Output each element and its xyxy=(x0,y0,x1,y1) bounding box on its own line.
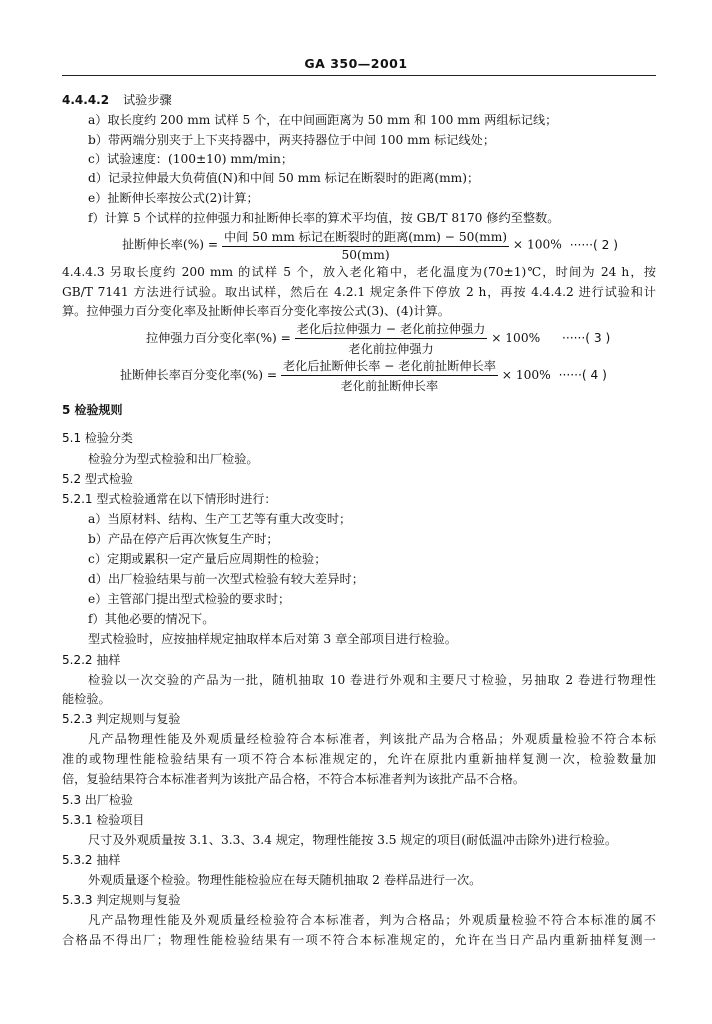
section-5-2-3-heading: 5.2.3 判定规则与复验 xyxy=(62,712,181,726)
paragraph-line: 合格品不得出厂；物理性能检验结果有一项不符合本标准规定的，允许在当日产品内重新抽样复测一 xyxy=(62,933,656,947)
section-5-2-2-heading: 5.2.2 抽样 xyxy=(62,653,121,667)
paragraph-line: GB/T 7141 方法进行试验。取出试样，然后在 4.2.1 规定条件下停放 2 h，再按 4.4.4.2 进行试验和计 xyxy=(62,285,656,299)
formula-denominator: 老化前拉伸强力 xyxy=(348,342,434,356)
formula-label: ······( 2 ) xyxy=(569,237,618,252)
section-5-heading: 5 检验规则 xyxy=(62,403,123,417)
section-5-3-1-heading: 5.3.1 检验项目 xyxy=(62,813,145,827)
list-item: e）扯断伸长率按公式(2)计算； xyxy=(88,191,259,205)
formula-factor: × 100% xyxy=(501,368,551,382)
paragraph-line: 检验分为型式检验和出厂检验。 xyxy=(88,452,259,466)
paragraph-line: 凡产品物理性能及外观质量经检验符合本标准者，判为合格品；外观质量检验不符合本标准的属不 xyxy=(88,913,656,927)
formula-fraction xyxy=(281,357,498,394)
formula-3 xyxy=(146,320,610,357)
section-4-4-4-2-heading xyxy=(62,92,172,108)
section-5-2-1-heading: 5.2.1 型式检验通常在以下情形时进行： xyxy=(62,492,277,506)
paragraph-line: 检验以一次交验的产品为一批，随机抽取 10 卷进行外观和主要尺寸检验，另抽取 2 卷进行物理性 xyxy=(88,673,656,687)
formula-denominator: 50(mm) xyxy=(341,248,390,262)
section-5-2-heading: 5.2 型式检验 xyxy=(62,472,133,486)
paragraph-line: 倍，复验结果符合本标准者判为该批产品合格，不符合本标准者判为该批产品不合格。 xyxy=(62,772,526,786)
section-5-3-2-heading: 5.3.2 抽样 xyxy=(62,853,121,867)
paragraph-line: 凡产品物理性能及外观质量经检验符合本标准者，判该批产品为合格品；外观质量检验不符合本标 xyxy=(88,732,656,746)
list-item: f）计算 5 个试样的拉伸强力和扯断伸长率的算术平均值，按 GB/T 8170 修约至整数。 xyxy=(88,211,560,225)
formula-factor: × 100% xyxy=(491,331,541,345)
section-5-3-3-heading: 5.3.3 判定规则与复验 xyxy=(62,893,181,907)
list-item: a）当原材料、结构、生产工艺等有重大改变时； xyxy=(88,512,352,526)
formula-denominator: 老化前扯断伸长率 xyxy=(340,379,439,393)
formula-fraction xyxy=(295,320,488,357)
list-item: a）取长度约 200 mm 试样 5 个，在中间画距离为 50 mm 和 100 mm 两组标记线； xyxy=(88,113,558,127)
list-item: e）主管部门提出型式检验的要求时； xyxy=(88,592,291,606)
paragraph-line: 算。拉伸强力百分变化率及扯断伸长率百分变化率按公式(3)、(4)计算。 xyxy=(62,304,450,318)
page-header: GA 350—2001 xyxy=(304,56,408,71)
paragraph-line: 尺寸及外观质量按 3.1、3.3、3.4 规定，物理性能按 3.5 规定的项目(耐低温冲击除外)进行检验。 xyxy=(88,833,618,847)
list-item: c）试验速度：(100±10) mm/min； xyxy=(88,152,294,166)
list-item: b）产品在停产后再次恢复生产时； xyxy=(88,532,279,546)
formula-lhs: 扯断伸长率百分变化率(%) = xyxy=(120,368,278,382)
formula-numerator: 老化后扯断伸长率 − 老化前扯断伸长率 xyxy=(281,357,498,376)
formula-numerator: 老化后拉伸强力 − 老化前拉伸强力 xyxy=(295,320,488,339)
list-item: d）记录拉伸最大负荷值(N)和中间 50 mm 标记在断裂时的距离(mm)； xyxy=(88,171,480,185)
list-item: c）定期或累积一定产量后应周期性的检验； xyxy=(88,552,327,566)
formula-2 xyxy=(122,228,618,262)
list-item: b）带两端分别夹于上下夹持器中，两夹持器位于中间 100 mm 标记线处； xyxy=(88,133,496,147)
formula-lhs: 扯断伸长率(%) = xyxy=(122,237,219,252)
formula-label: ······( 3 ) xyxy=(562,331,611,345)
paragraph-line: 型式检验时，应按抽样规定抽取样本后对第 3 章全部项目进行检验。 xyxy=(88,632,457,646)
paragraph-line: 准的或物理性能检验结果有一项不符合本标准规定的，允许在原批内重新抽样复测一次，检验数量加 xyxy=(62,752,656,766)
formula-factor: × 100% xyxy=(512,237,562,252)
section-5-3-heading: 5.3 出厂检验 xyxy=(62,793,133,807)
section-title: 试验步骤 xyxy=(122,93,172,107)
paragraph-line: 4.4.4.3 另取长度约 200 mm 的试样 5 个，放入老化箱中，老化温度为(70±1)℃，时间为 24 h，按 xyxy=(62,265,656,279)
paragraph-line: 外观质量逐个检验。物理性能检验应在每天随机抽取 2 卷样品进行一次。 xyxy=(88,873,482,887)
formula-fraction xyxy=(222,228,509,262)
paragraph-line: 能检验。 xyxy=(62,692,111,706)
list-item: d）出厂检验结果与前一次型式检验有较大差异时； xyxy=(88,572,364,586)
list-item: f）其他必要的情况下。 xyxy=(88,612,215,626)
formula-label: ······( 4 ) xyxy=(558,368,607,382)
section-number: 4.4.4.2 xyxy=(62,93,110,107)
header-rule xyxy=(62,75,656,76)
formula-lhs: 拉伸强力百分变化率(%) = xyxy=(146,331,291,345)
section-5-1-heading: 5.1 检验分类 xyxy=(62,431,133,445)
formula-4 xyxy=(120,357,607,394)
formula-numerator: 中间 50 mm 标记在断裂时的距离(mm) − 50(mm) xyxy=(222,228,509,247)
